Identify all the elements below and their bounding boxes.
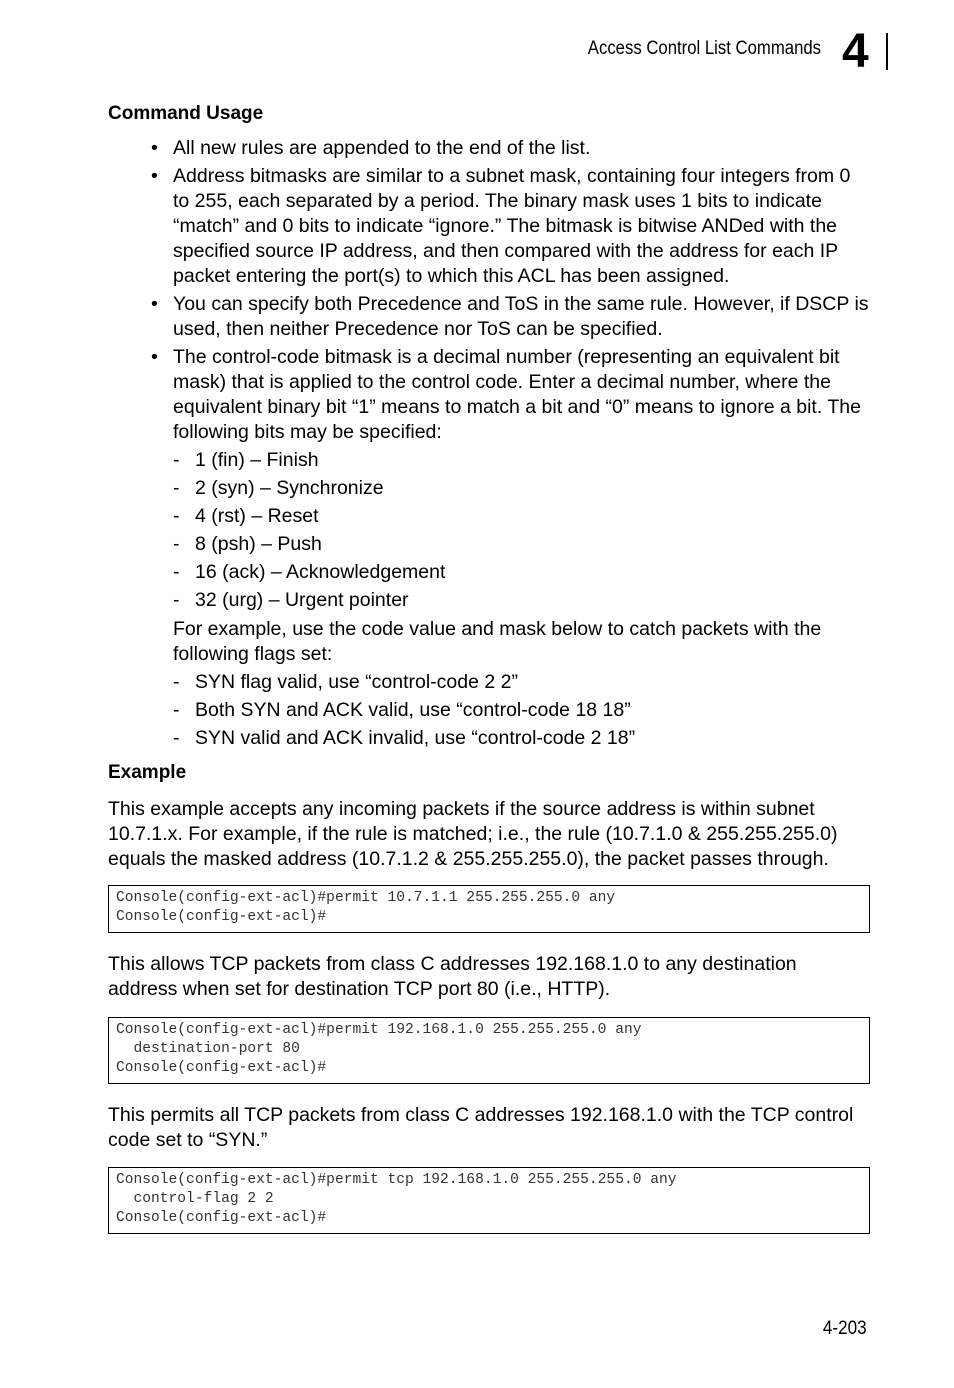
code-block-2: Console(config-ext-acl)#permit 192.168.1.0 255.255.255.0 any destination-port 80 Console(config-ext-acl)# <box>108 1017 870 1084</box>
example-paragraph-3: This permits all TCP packets from class C addresses 192.168.1.0 with the TCP control code set to “SYN.” <box>108 1104 854 1151</box>
usage-bullet-list <box>108 136 870 751</box>
control-bit-item: - 4 (rst) – Reset <box>173 504 870 529</box>
control-bit-item: - 1 (fin) – Finish <box>173 448 870 473</box>
code-block-3: Console(config-ext-acl)#permit tcp 192.168.1.0 255.255.255.0 any control-flag 2 2 Console(config-ext-acl)# <box>108 1167 870 1234</box>
flag-item: - Both SYN and ACK valid, use “control-code 18 18” <box>173 698 870 723</box>
running-header-title: Access Control List Commands <box>587 38 821 59</box>
control-code-description: The control-code bitmask is a decimal number (representing an equivalent bit mask) that is applied to the control code. Enter a decimal number, where the equivalent binary bit “1” means to match a bit and “0” means to ignore a bit. The following bits may be specified: <box>173 346 861 443</box>
usage-bullet: • All new rules are appended to the end of the list. <box>108 136 870 161</box>
example-paragraph-2: This allows TCP packets from class C addresses 192.168.1.0 to any destination address when set for destination TCP port 80 (i.e., HTTP). <box>108 953 797 1000</box>
page-number: 4-203 <box>823 1318 867 1339</box>
flag-item: - SYN valid and ACK invalid, use “control-code 2 18” <box>173 726 870 751</box>
flags-example-intro: For example, use the code value and mask below to catch packets with the following flags set: <box>173 618 822 665</box>
control-bits-list <box>173 448 870 613</box>
command-usage-heading: Command Usage <box>108 103 264 124</box>
example-paragraph-1: This example accepts any incoming packets if the source address is within subnet 10.7.1.x. For example, if the rule is matched; i.e., the rule (10.7.1.0 & 255.255.255.0) equals the masked address (10.7.1.2 & 255.255.255.0), the packet passes through. <box>108 798 838 870</box>
control-bit-item: - 8 (psh) – Push <box>173 532 870 557</box>
usage-bullet: • Address bitmasks are similar to a subnet mask, containing four integers from 0 to 255, each separated by a period. The binary mask uses 1 bits to indicate “match” and 0 bits to indicate “ignore.” The bitmask is bitwise ANDed with the specified source IP address, and then compared with the address for each IP packet entering the port(s) to which this ACL has been assigned. <box>108 164 870 289</box>
chapter-number: 4 <box>842 25 869 78</box>
flag-item: - SYN flag valid, use “control-code 2 2” <box>173 670 870 695</box>
control-bit-item: - 32 (urg) – Urgent pointer <box>173 588 870 613</box>
control-bit-item: - 2 (syn) – Synchronize <box>173 476 870 501</box>
usage-bullet: • You can specify both Precedence and ToS in the same rule. However, if DSCP is used, then neither Precedence nor ToS can be specified. <box>108 292 870 342</box>
usage-bullet <box>108 345 870 751</box>
page-content <box>108 101 870 1234</box>
control-bit-item: - 16 (ack) – Acknowledgement <box>173 560 870 585</box>
flags-list <box>173 670 870 751</box>
chapter-rule-divider <box>886 33 888 70</box>
example-heading: Example <box>108 762 187 783</box>
code-block-1: Console(config-ext-acl)#permit 10.7.1.1 255.255.255.0 any Console(config-ext-acl)# <box>108 885 870 933</box>
